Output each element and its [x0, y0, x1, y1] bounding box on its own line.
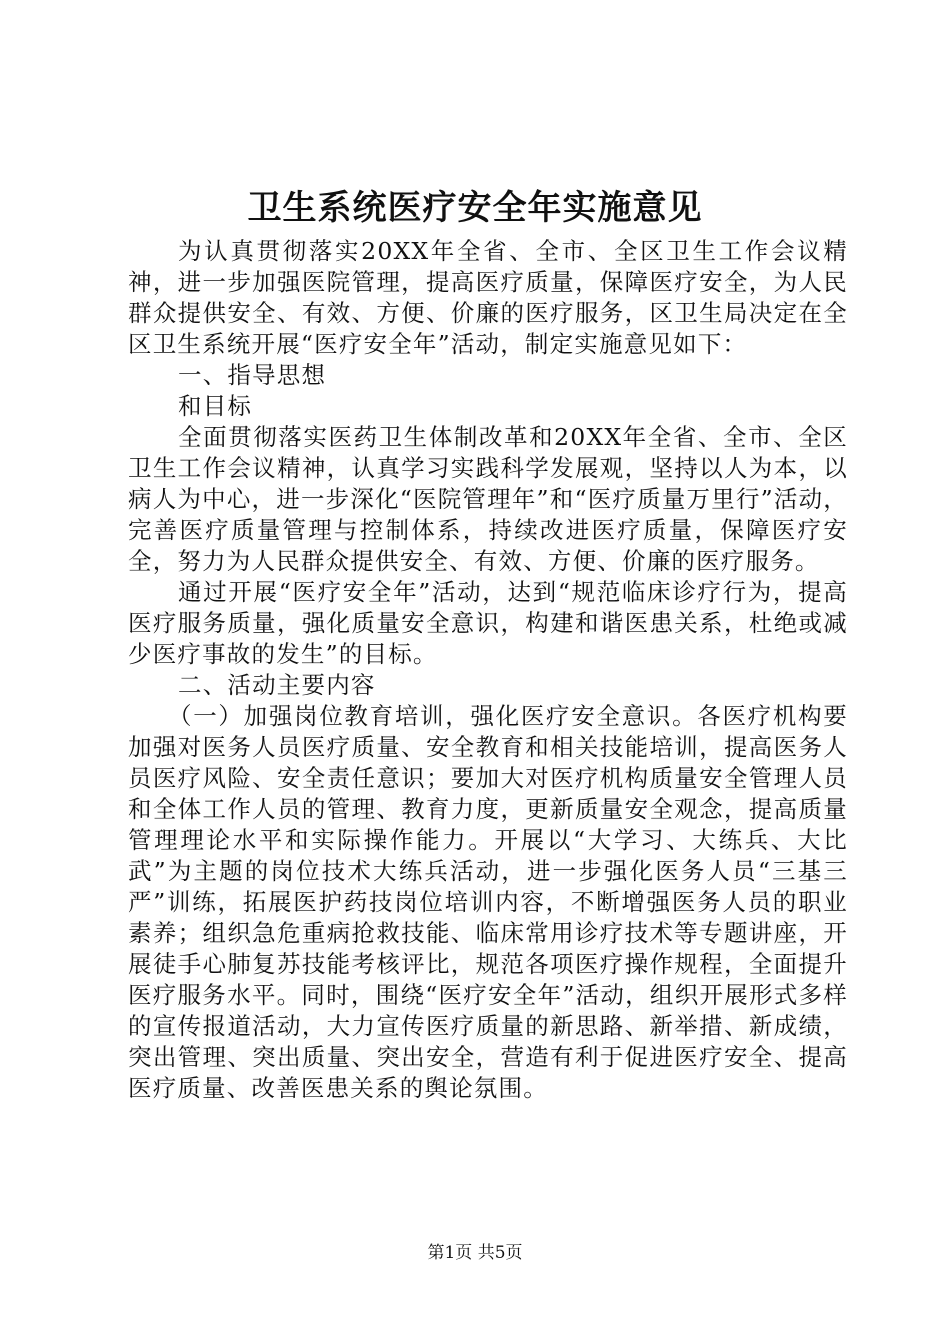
page-footer: 第1页 共5页: [427, 1243, 523, 1263]
section-heading-main-content: 二、活动主要内容: [178, 671, 376, 699]
document-body: [128, 236, 848, 1104]
section-heading-guiding-ideology: 一、指导思想: [178, 361, 327, 389]
section-heading-continuation: 和目标: [178, 392, 253, 420]
goal-paragraph: 通过开展“医疗安全年”活动，达到“规范临床诊疗行为，提高医疗服务质量，强化质量安全意识，构建和谐医患关系，杜绝或减少医疗事故的发生”的目标。: [128, 578, 848, 668]
intro-paragraph: 为认真贯彻落实20XX年全省、全市、全区卫生工作会议精神，进一步加强医院管理，提高医疗质量，保障医疗安全，为人民群众提供安全、有效、方便、价廉的医疗服务，区卫生局决定在全区卫生系统开展“医疗安全年”活动，制定实施意见如下：: [128, 237, 848, 358]
content-item-1-paragraph: （一）加强岗位教育培训，强化医疗安全意识。各医疗机构要加强对医务人员医疗质量、安全教育和相关技能培训，提高医务人员医疗风险、安全责任意识；要加大对医疗机构质量安全管理人员和全体工作人员的管理、教育力度，更新质量安全观念，提高质量管理理论水平和实际操作能力。开展以“大学习、大练兵、大比武”为主题的岗位技术大练兵活动，进一步强化医务人员“三基三严”训练，拓展医护药技岗位培训内容，不断增强医务人员的职业素养；组织急危重病抢救技能、临床常用诊疗技术等专题讲座，开展徒手心肺复苏技能考核评比，规范各项医疗操作规程，全面提升医疗服务水平。同时，围绕“医疗安全年”活动，组织开展形式多样的宣传报道活动，大力宣传医疗质量的新思路、新举措、新成绩，突出管理、突出质量、突出安全，营造有利于促进医疗安全、提高医疗质量、改善医患关系的舆论氛围。: [128, 702, 848, 1102]
document-title: 卫生系统医疗安全年实施意见: [247, 188, 703, 228]
guiding-paragraph: 全面贯彻落实医药卫生体制改革和20XX年全省、全市、全区卫生工作会议精神，认真学习实践科学发展观，坚持以人为本，以病人为中心，进一步深化“医院管理年”和“医疗质量万里行”活动，完善医疗质量管理与控制体系，持续改进医疗质量，保障医疗安全，努力为人民群众提供安全、有效、方便、价廉的医疗服务。: [128, 423, 848, 575]
